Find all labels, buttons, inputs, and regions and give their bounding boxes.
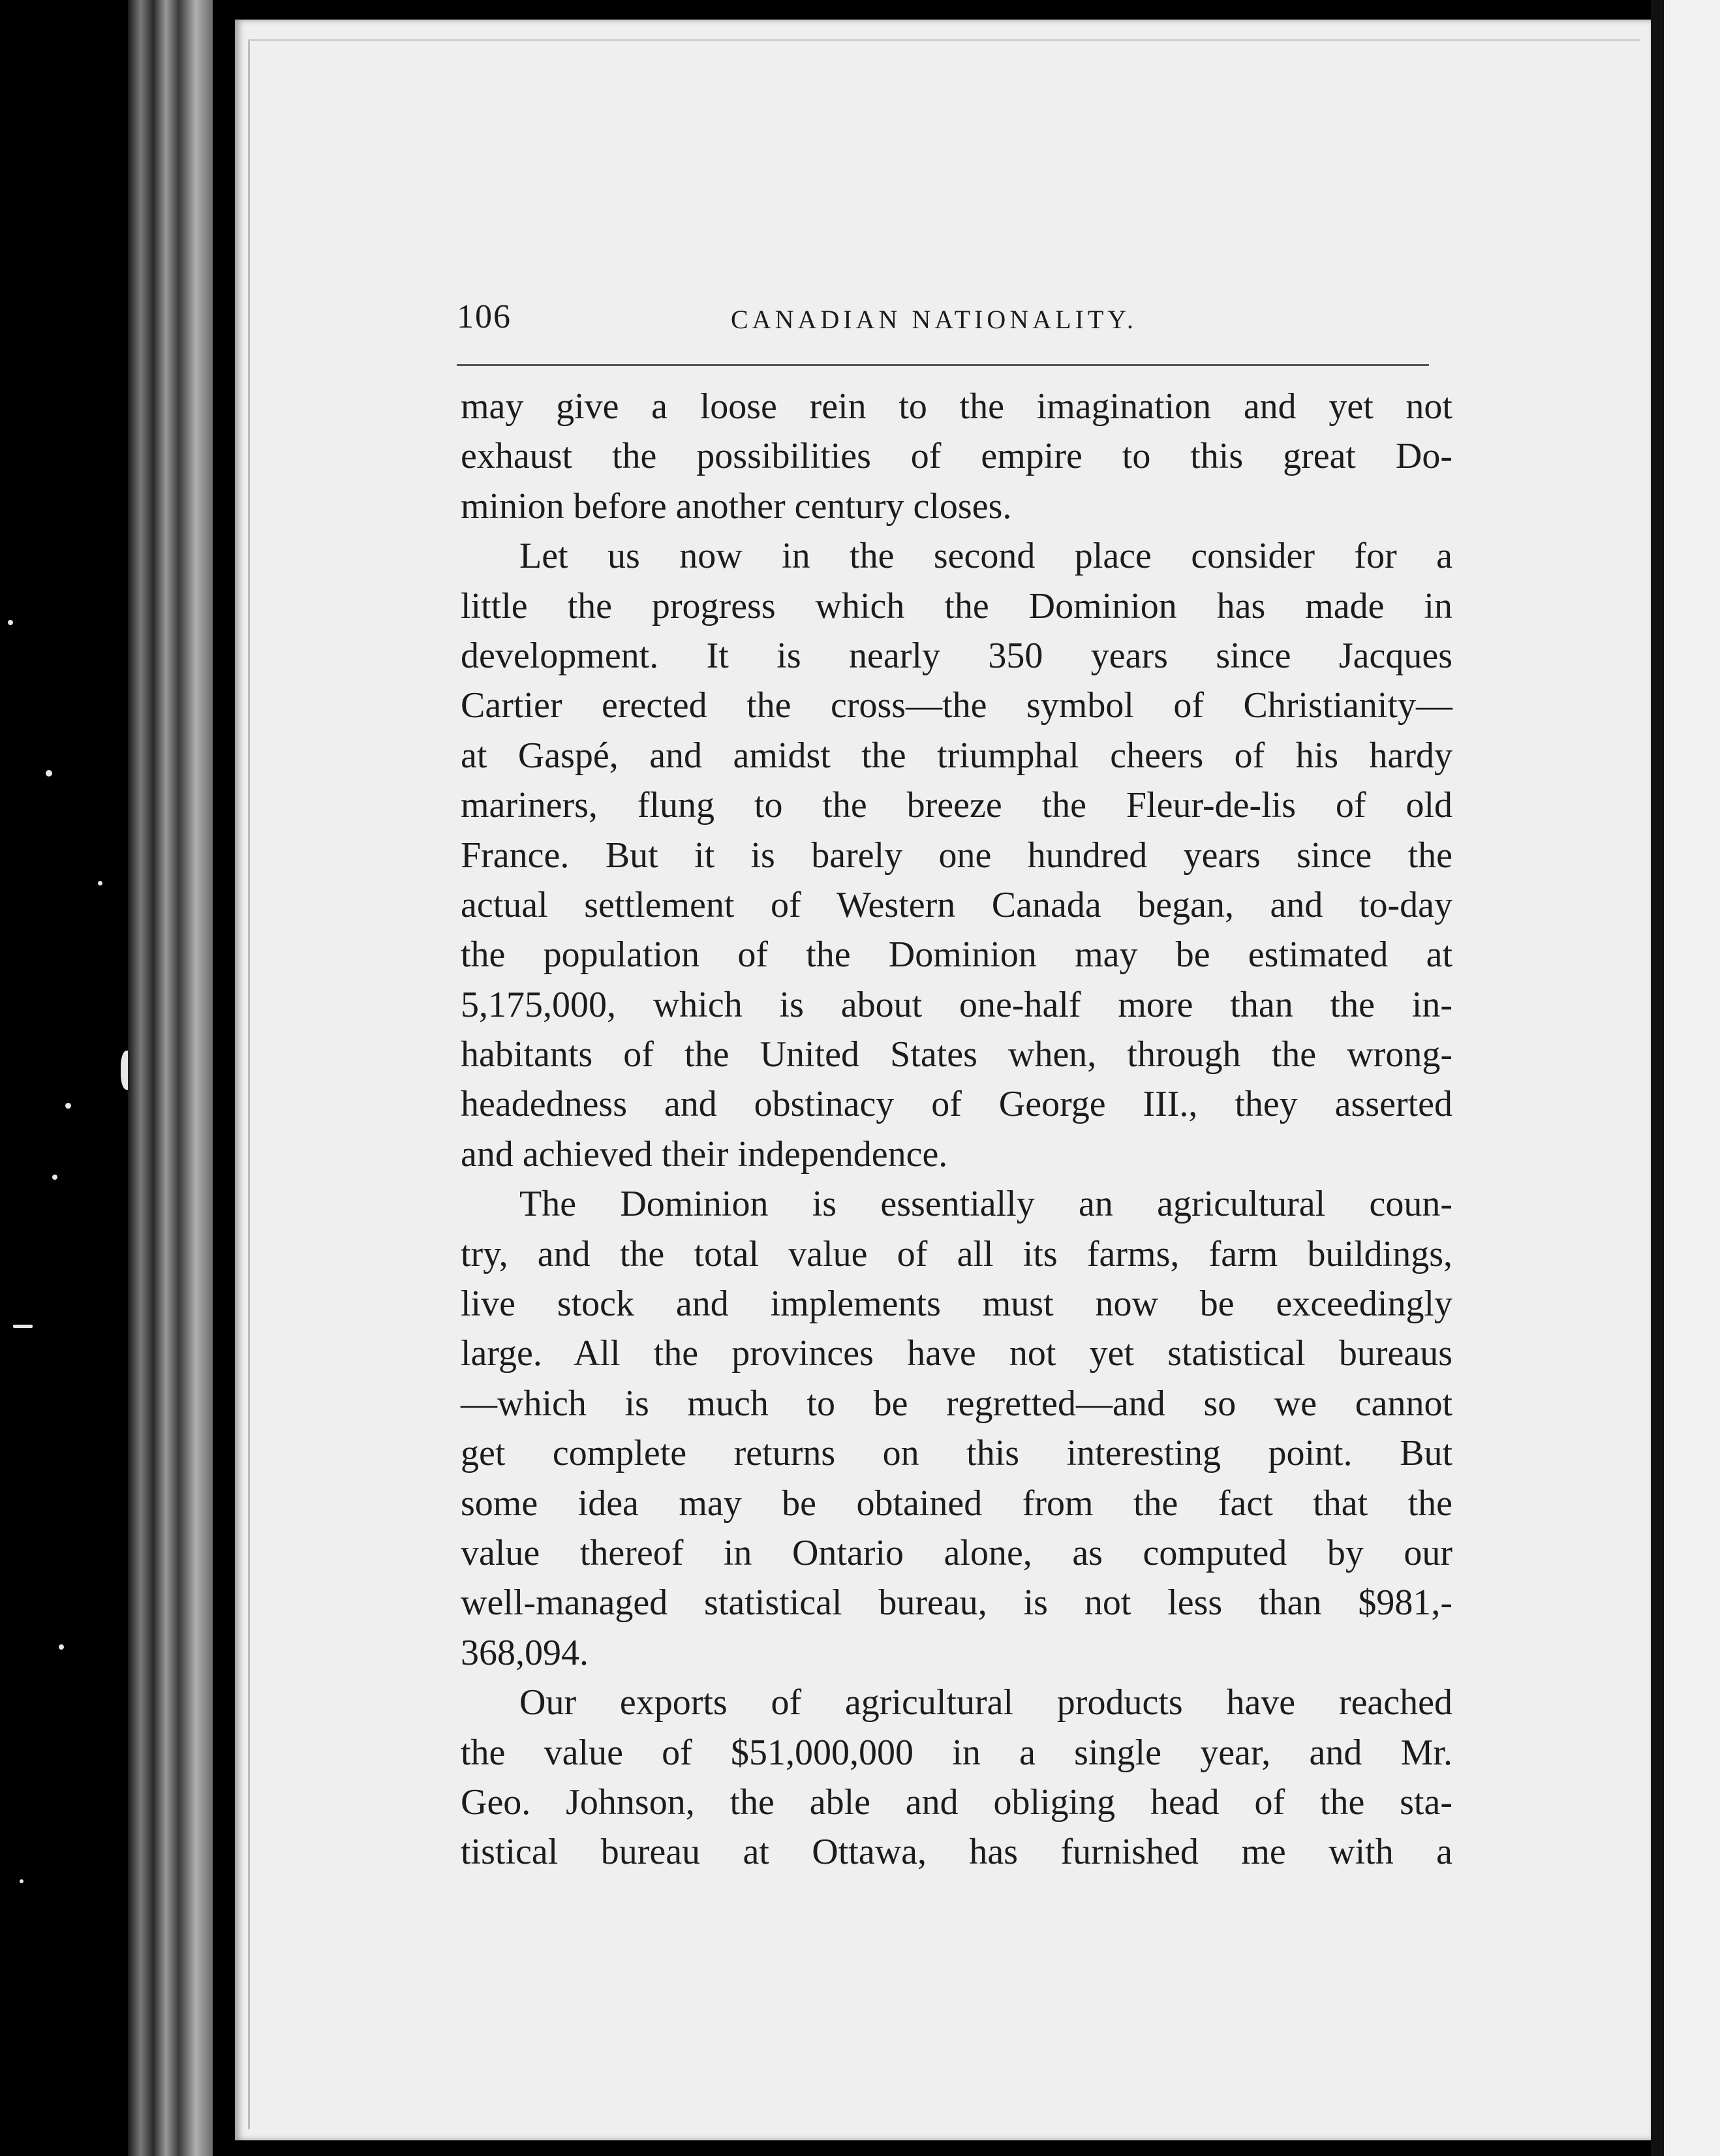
text-line: The Dominion is essentially an agricultural coun- [519, 1184, 1452, 1225]
scan-speck [98, 881, 102, 886]
text-line: try, and the total value of all its farms, farm buildings, [461, 1233, 1452, 1274]
text-line: actual settlement of Western Canada began, and to-day [461, 884, 1452, 925]
text-line: France. But it is barely one hundred years since the [461, 835, 1452, 876]
text-line: minion before another century closes. [461, 485, 1012, 527]
text-line: 5,175,000, which is about one-half more than the in- [461, 984, 1452, 1025]
text-line: Geo. Johnson, the able and obliging head of the sta- [461, 1781, 1452, 1823]
body-text [461, 382, 1452, 1877]
text-line: well-managed statistical bureau, is not less than $981,- [461, 1582, 1452, 1624]
text-line: large. All the provinces have not yet statistical bureaus [461, 1333, 1452, 1374]
text-line: Our exports of agricultural products have reached [519, 1682, 1452, 1723]
text-line: live stock and implements must now be exceedingly [461, 1284, 1452, 1325]
text-line: Let us now in the second place consider for a [519, 536, 1452, 577]
text-line: mariners, flung to the breeze the Fleur-de-lis of old [461, 785, 1452, 826]
text-line: Cartier erected the cross—the symbol of Christianity— [461, 685, 1452, 726]
running-head [457, 298, 1468, 343]
text-line: headedness and obstinacy of George III., they asserted [461, 1084, 1452, 1125]
text-line: and achieved their independence. [461, 1133, 948, 1175]
scan-speck [20, 1879, 23, 1883]
book-page-edges [128, 0, 213, 2156]
header-rule [457, 364, 1429, 366]
text-line: —which is much to be regretted—and so we cannot [461, 1383, 1452, 1424]
gutter-shadow [1651, 0, 1664, 2156]
scan-speck [8, 620, 13, 625]
text-line: development. It is nearly 350 years since Jacques [461, 635, 1452, 676]
facing-page-edge [1664, 0, 1720, 2156]
running-title: CANADIAN NATIONALITY. [731, 305, 1137, 334]
text-line: little the progress which the Dominion has made in [461, 585, 1452, 626]
text-line: may give a loose rein to the imagination and yet not [461, 386, 1452, 427]
text-line: tistical bureau at Ottawa, has furnished me with a [461, 1832, 1452, 1873]
scan-speck [46, 770, 52, 777]
text-line: get complete returns on this interesting point. But [461, 1433, 1452, 1474]
text-line: the population of the Dominion may be estimated at [461, 934, 1452, 976]
scan-speck [65, 1103, 71, 1109]
text-line: the value of $51,000,000 in a single year, and Mr. [461, 1732, 1452, 1773]
scan-speck [59, 1644, 64, 1650]
text-line: 368,094. [461, 1632, 589, 1673]
scan-speck [13, 1325, 33, 1328]
text-line: value thereof in Ontario alone, as computed by our [461, 1532, 1452, 1573]
page-number: 106 [457, 298, 512, 335]
text-line: habitants of the United States when, through the wrong- [461, 1034, 1452, 1075]
scan-speck [52, 1175, 57, 1180]
text-line: at Gaspé, and amidst the triumphal cheers of his hardy [461, 735, 1452, 776]
text-line: exhaust the possibilities of empire to this great Do- [461, 436, 1452, 477]
text-line: some idea may be obtained from the fact that the [461, 1483, 1452, 1524]
